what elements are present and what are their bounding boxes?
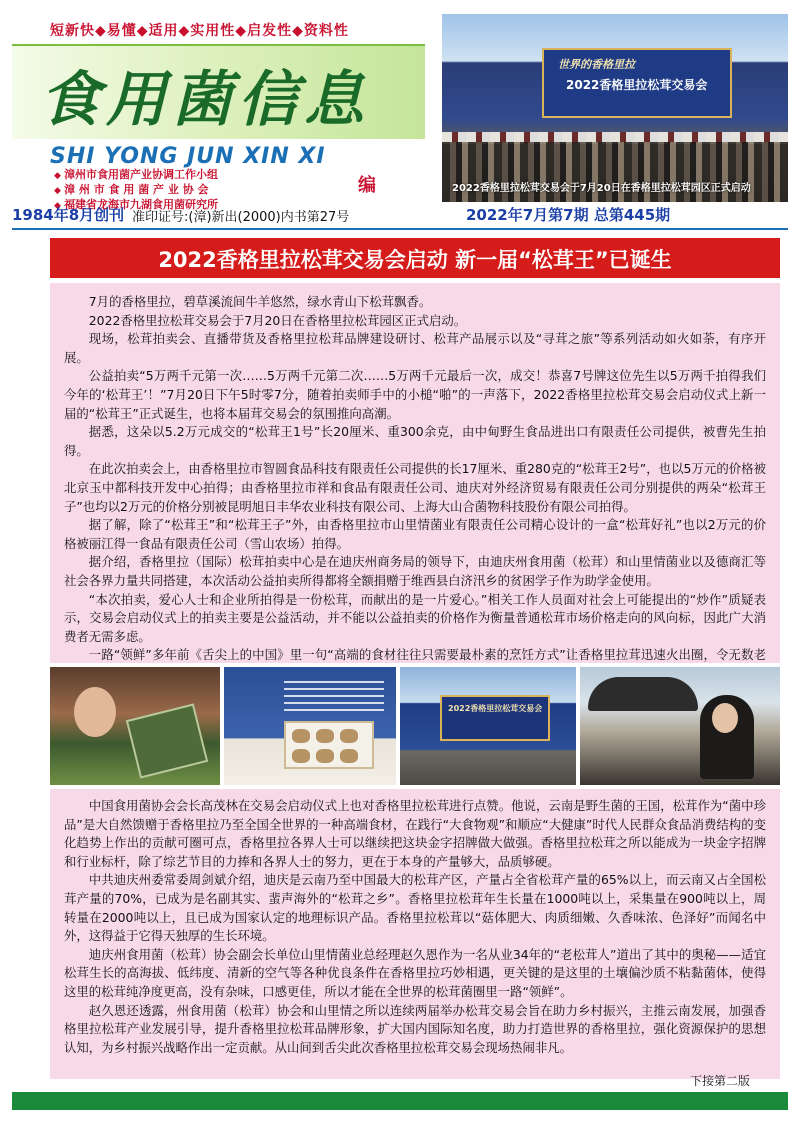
paragraph: 据了解，除了“松茸王”和“松茸王子”外，由香格里拉市山里情菌业有限责任公司精心设计的一盒“松茸好礼”也以2万元的价格被丽江得一食品有限责任公司（雪山农场）拍得。 bbox=[64, 517, 766, 551]
issue-number: 2022年7月第7期 总第445期 bbox=[466, 206, 671, 224]
photo-mushroom-box bbox=[50, 667, 220, 785]
license-number: 准印证号:(漳)新出(2000)内书第27号 bbox=[132, 210, 350, 225]
newspaper-pinyin: SHI YONG JUN XIN XI bbox=[50, 144, 326, 169]
organizer-item: ◆ 漳 州 市 食 用 菌 产 业 协 会 bbox=[54, 183, 218, 198]
photo-backdrop-text bbox=[284, 681, 384, 711]
paragraph: 7月的香格里拉，碧草溪流间牛羊悠然，绿水青山下松茸飘香。 bbox=[88, 294, 432, 309]
paragraph: 据介绍，香格里拉（国际）松茸拍卖中心是在迪庆州商务局的领导下，由迪庆州食用菌（松茸）和山里情菌业以及德商汇等社会各界力量共同搭建，本次活动公益拍卖所得都将全额捐赠于维西县白济汛乡的贫困学子作为助学金使用。 bbox=[64, 554, 766, 588]
slogan: 短新快◆易懂◆适用◆实用性◆启发性◆资料性 bbox=[50, 23, 349, 39]
headline: 2022香格里拉松茸交易会启动 新一届“松茸王”已诞生 bbox=[158, 248, 672, 272]
photo-umbrella bbox=[588, 677, 698, 711]
paragraph: 赵久恩还透露，州食用菌（松茸）协会和山里情之所以连续两届举办松茸交易会旨在助力乡村振兴，主推云南发展，加强香格里拉松茸产业发展引导，提升香格里拉松茸品牌形象，扩大国内国际知名度，助力打造世界的香格里拉，强化资源保护的思想认知，为乡村振兴战略作出一定贡献。从山间到舌尖此次香格里拉松茸交易会现场热闹非凡。 bbox=[64, 1002, 766, 1055]
headline-bar bbox=[50, 238, 780, 278]
paragraph: 现场，松茸拍卖会、直播带货及香格里拉松茸品牌建设研讨、松茸产品展示以及“寻茸之旅”等系列活动如火如荼，有序开展。 bbox=[64, 331, 766, 365]
paragraph: 一路“领鲜”多年前《舌尖上的中国》里一句“高端的食材往往只需要最朴素的烹饪方式”让香格里拉茸迅速火出圈，令无数老 bbox=[88, 647, 766, 663]
hero-caption: 2022香格里拉松茸交易会于7月20日在香格里拉松茸园区正式启动 bbox=[452, 183, 751, 194]
logo-panel bbox=[12, 44, 425, 139]
paragraph: 据悉，这朵以5.2万元成交的“松茸王1号”长20厘米、重300余克，由中甸野生食品进出口有限责任公司提供，被曹先生拍得。 bbox=[64, 424, 766, 458]
paragraph: 迪庆州食用菌（松茸）协会副会长单位山里情菌业总经理赵久恩作为一名从业34年的“老松茸人”道出了其中的奥秘——适宜松茸生长的高海拔、低纬度、清新的空气等各种优良条件在香格里拉巧妙相遇，更关键的是这里的土壤偏沙质不粘黏菌体，使得这里的松茸纯净度更高，没有杂味，口感更佳，所以才能在全世界的松茸菌圈里一路“领鲜”。 bbox=[64, 946, 766, 999]
paragraph: 中国食用菌协会会长高茂林在交易会启动仪式上也对香格里拉松茸进行点赞。他说，云南是野生菌的王国，松茸作为“菌中珍品”是大自然馈赠于香格里拉乃至全国全世界的一种高端食材，在践行“大食物观”和顺应“大健康”时代人民群众食品消费结构的变化趋势上作出的贡献可圈可点，香格里拉各界人士可以继续把这块金字招牌做大做强。香格里拉松茸之所以能成为一块金字招牌和行业标杆，除了综艺节目的力捧和各界人士的努力，更在于本身的产量够大，品质够硬。 bbox=[64, 798, 766, 869]
article-part-1 bbox=[50, 283, 780, 663]
footer-bar bbox=[12, 1092, 788, 1110]
founded-date: 1984年8月创刊 bbox=[12, 206, 125, 224]
organizer-item: ◆ 漳州市食用菌产业协调工作小组 bbox=[54, 168, 218, 183]
photo-person-face bbox=[712, 703, 738, 733]
hero-stage-banner bbox=[542, 48, 732, 118]
photo-tray bbox=[284, 721, 374, 769]
hero-photo bbox=[442, 14, 788, 202]
organizer-item: ◆ 福建省龙海市九湖食用菌研究所 bbox=[54, 198, 218, 213]
continued-note: 下接第二版 bbox=[690, 1074, 751, 1088]
hero-banner-title: 世界的香格里拉 bbox=[558, 58, 635, 71]
paragraph: 公益拍卖“5万两千元第一次……5万两千元第二次……5万两千元最后一次，成交！恭喜7号牌这位先生以5万两千拍得我们今年的‘松茸王’！”7月20日下午5时零7分，随着拍卖师手中的小槌“啪”的一声落下，2022香格里拉松茸交易会启动仪式上新一届的“松茸王”正式诞生，也将本届茸交易会的氛围推向高潮。 bbox=[64, 368, 766, 421]
paragraph: “本次拍卖，爱心人士和企业所拍得是一份松茸，而献出的是一片爱心。”相关工作人员面对社会上可能提出的“炒作”质疑表示，交易会启动仪式上的拍卖主要是公益活动，并不能以公益拍卖的价格作为衡量普通松茸市场价格走向的风向标，因此广大消费者无需多虑。 bbox=[64, 591, 766, 644]
header-divider bbox=[12, 228, 788, 230]
photo-audience bbox=[580, 667, 780, 785]
paragraph: 在此次拍卖会上，由香格里拉市智圆食品科技有限责任公司提供的长17厘米、重280克的“松茸王2号”，也以5万元的价格被北京玉中都科技开发中心拍得；由香格里拉市祥和食品有限责任公司、迪庆对外经济贸易有限责任公司分别提供的两朵“松茸王子”也均以2万元的价格分别被昆明旭日丰华农业科技有限公司、上海大山合菌物科技股份有限公司拍得。 bbox=[64, 461, 766, 514]
issue-info-bar bbox=[12, 204, 788, 226]
paragraph: 中共迪庆州委常委周剑斌介绍，迪庆是云南乃至中国最大的松茸产区，产量占全省松茸产量的65%以上，而云南又占全国松茸产量的70%，已成为是名副其实、蜚声海外的“松茸之乡”。香格里拉松茸年生长量在1000吨以上，采集量在900吨以上，周转量在2000吨以上，且已成为国家认定的地理标识产品。香格里拉松茸以“菇体肥大、肉质细嫩、久香味浓、色泽好”而闻名中外，这得益于它得天独厚的生长环境。 bbox=[64, 872, 766, 944]
paragraph: 2022香格里拉松茸交易会于7月20日在香格里拉松茸园区正式启动。 bbox=[88, 312, 467, 328]
article-part-2 bbox=[50, 789, 780, 1079]
photo-opening-stage bbox=[400, 667, 576, 785]
hero-banner-subtitle: 2022香格里拉松茸交易会 bbox=[566, 78, 708, 92]
photo-stage-banner-text: 2022香格里拉松茸交易会 bbox=[448, 704, 543, 713]
header bbox=[12, 14, 788, 211]
photo-stage-banner bbox=[440, 695, 550, 741]
editor-mark: 编 bbox=[358, 175, 376, 196]
photo-mushroom-tray bbox=[224, 667, 396, 785]
newspaper-title: 食用菌信息 bbox=[40, 65, 370, 135]
masthead bbox=[12, 14, 425, 211]
photo-person-face bbox=[74, 687, 116, 737]
photo-strip bbox=[50, 667, 780, 785]
photo-gift-box bbox=[126, 703, 208, 778]
